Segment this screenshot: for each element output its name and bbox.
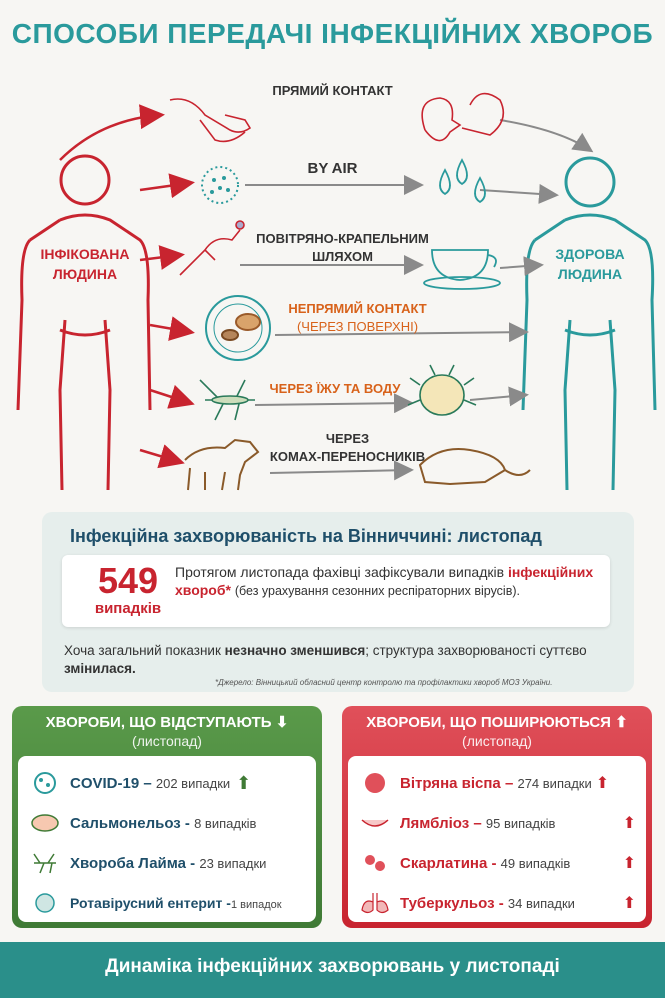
declining-list [18,756,316,922]
trend-note-bold-2: змінилася. [64,661,136,676]
healthy-person-icon [523,158,655,490]
infected-person-icon [18,156,150,490]
list-item [18,764,316,802]
trend-note-bold-1: незначно зменшився [224,643,366,658]
footer-banner: Динаміка інфекційних захворювань у листопаді [0,942,665,998]
route-airborne-droplet-line1: ПОВІТРЯНО-КРАПЕЛЬНИМ [256,231,429,246]
infected-label-line1: ІНФІКОВАНА [40,246,130,262]
mosquito-icon [200,380,255,420]
declining-subtitle: (листопад) [132,733,202,749]
list-item [348,844,646,882]
disease-separator: - [494,894,508,912]
bedbug-icon [408,365,476,415]
route-indirect-contact-line2: (ЧЕРЕЗ ПОВЕРХНІ) [296,319,419,334]
disease-name: Скарлатина [400,854,488,872]
up-arrow-icon: ⬆ [622,895,636,912]
handshake-icon [170,99,250,141]
disease-separator: - [222,895,231,911]
up-arrow-icon: ⬆ [622,815,636,832]
rotavirus-icon [26,888,64,918]
healthy-label [540,244,640,284]
route-indirect-contact-line1: НЕПРЯМИЙ КОНТАКТ [288,301,427,316]
page-title: СПОСОБИ ПЕРЕДАЧІ ІНФЕКЦІЙНИХ ХВОРОБ [11,18,654,49]
disease-name: Лямбліоз [400,814,470,832]
disease-count: 1 випадок [230,899,282,911]
lungs-icon [356,888,394,918]
rising-panel [342,706,652,928]
list-item [18,804,316,842]
source-note: *Джерело: Вінницький обласний центр контролю та профілактики хвороб МОЗ України. [215,678,553,687]
route-insects-line1: ЧЕРЕЗ [325,431,370,446]
scarlet-fever-icon [356,848,394,878]
rising-subtitle: (листопад) [462,733,532,749]
up-arrow-icon: ⬆ [236,772,252,793]
disease-count: 95 випадків [485,815,556,831]
mosquito-icon [26,848,64,878]
case-count: 549 [97,560,159,601]
trend-note [64,642,594,678]
declining-title: ХВОРОБИ, ЩО ВІДСТУПАЮТЬ [45,714,272,731]
stats-desc-note: (без урахування сезонних респіраторних вірусів). [234,584,520,598]
disease-separator: – [469,814,486,832]
healthy-label-line1: ЗДОРОВА [555,246,625,262]
chickenpox-virus-icon [356,768,394,798]
trend-note-text-2: ; структура захворюваності суттєво [365,643,587,658]
list-item [348,884,646,922]
disease-count: 202 випадки [155,775,231,791]
list-item [348,764,646,802]
route-by-air: BY AIR [307,160,358,177]
disease-name: Ротавірусний ентерит [70,895,223,911]
case-count-unit: випадків [94,600,162,617]
route-indirect-contact [270,300,445,336]
rising-list [348,756,646,922]
infected-label [35,244,135,284]
disease-name: Вітряна віспа [400,774,501,792]
list-item [348,804,646,842]
infected-label-line2: ЛЮДИНА [52,266,118,282]
rat-icon [420,449,530,484]
disease-count: 23 випадки [199,855,267,871]
up-arrow-icon: ⬆ [595,775,610,792]
route-airborne-droplet-line2: ШЛЯХОМ [312,249,373,264]
list-item [18,884,316,922]
dog-icon [185,440,258,490]
route-food-water: ЧЕРЕЗ ЇЖУ ТА ВОДУ [269,381,401,396]
list-item [18,844,316,882]
droplets-icon [440,160,485,202]
route-direct-contact: ПРЯМИЙ КОНТАКТ [272,83,393,98]
virus-cloud-icon [202,167,238,203]
disease-separator: - [186,854,200,872]
stats-desc-highlight: інфекційних хвороб* [175,564,594,598]
declining-panel [12,706,322,928]
down-arrow-icon: ⬇ [275,714,289,731]
declining-header [12,706,322,758]
disease-name: Сальмонельоз [70,814,181,832]
healthy-label-line2: ЛЮДИНА [557,266,623,282]
stats-desc-text: Протягом листопада фахівці зафіксували випадків [175,564,505,580]
rising-title: ХВОРОБИ, ЩО ПОШИРЮЮТЬСЯ [366,714,611,731]
virus-icon [26,768,64,798]
disease-name: Хвороба Лайма [70,854,186,872]
up-arrow-icon: ⬆ [622,855,636,872]
disease-count: 274 випадки [517,775,592,791]
sneeze-hand-icon [180,221,244,275]
disease-name: COVID-19 [70,774,140,792]
stats-heading: Інфекційна захворюваність на Вінниччині: листопад [70,526,542,546]
disease-count: 8 випадків [194,815,257,831]
disease-count: 49 випадків [500,855,571,871]
salmonella-icon [26,808,64,838]
rising-header [342,706,652,758]
disease-name: Туберкульоз [400,894,495,912]
route-insects [265,430,430,466]
up-arrow-icon: ⬆ [615,714,628,731]
disease-count: 34 випадки [507,895,575,911]
trend-note-text-1: Хоча загальний показник [64,643,221,658]
disease-separator: - [180,814,195,832]
stats-description [175,563,600,600]
disease-separator: – [139,774,156,792]
kissing-couple-icon [422,94,503,141]
food-plate-icon [206,296,270,360]
route-insects-line2: КОМАХ-ПЕРЕНОСНИКІВ [269,449,426,464]
route-airborne-droplet [245,230,440,266]
disease-separator: - [487,854,501,872]
giardia-icon [356,808,394,838]
disease-separator: – [500,774,518,792]
